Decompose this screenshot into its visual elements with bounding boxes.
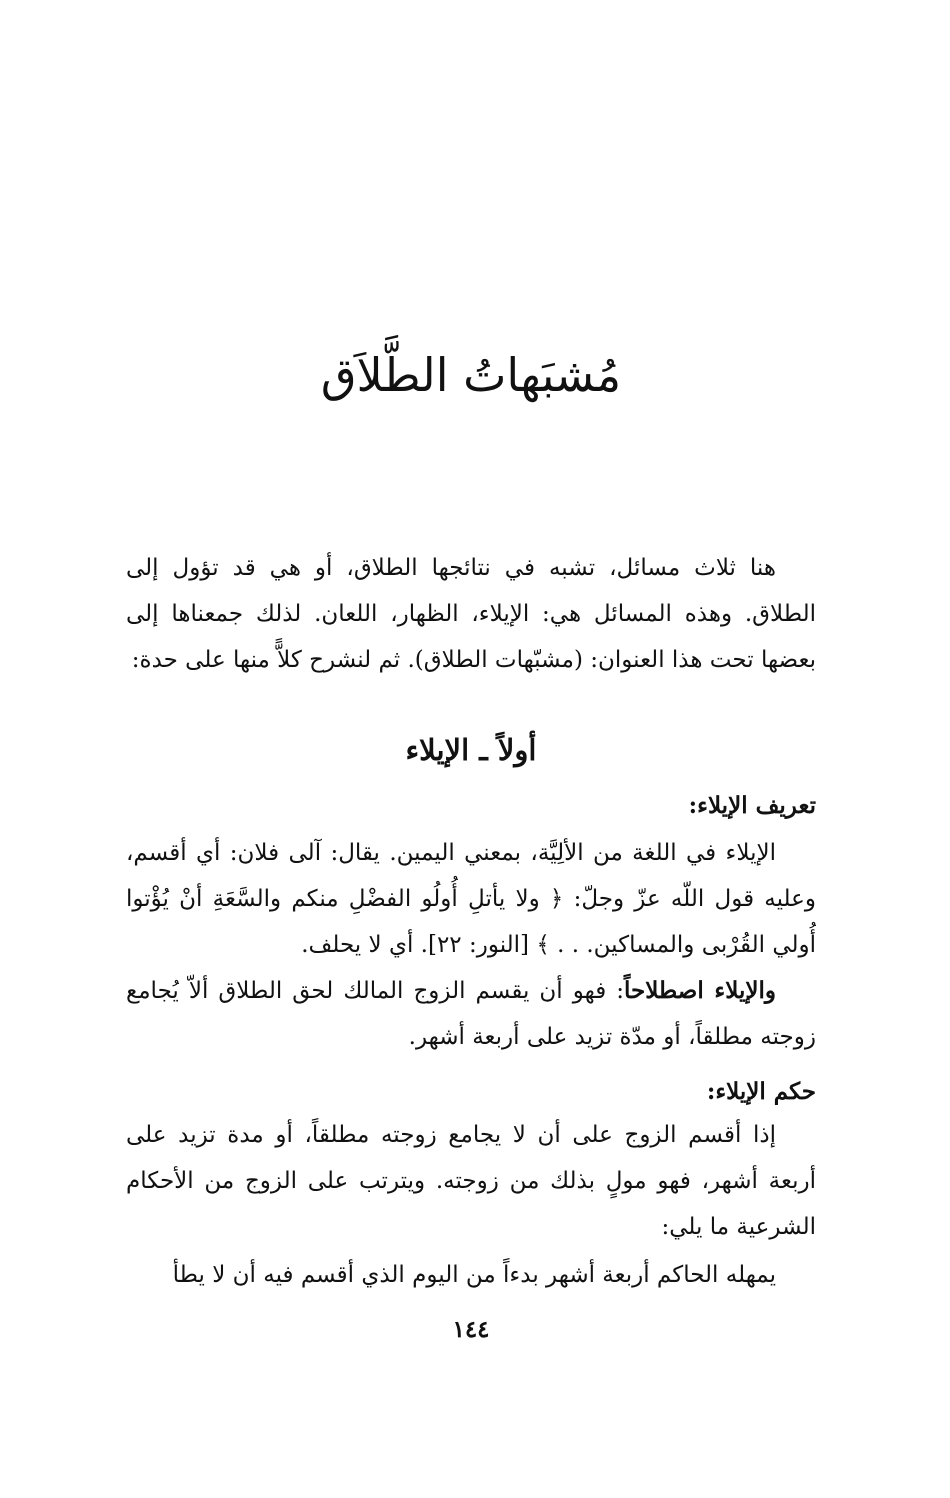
book-page (126, 0, 816, 1498)
ruling-paragraph-1: إذا أقسم الزوج على أن لا يجامع زوجته مطلقاً، أو مدة تزيد على أربعة أشهر، فهو مولٍ بذلك من زوجته. ويترتب على الزوج من الأحكام الشرعية ما يلي: (126, 1122, 816, 1240)
section-title: أولاً ـ الإيلاء (405, 733, 537, 767)
definition-term: والإيلاء اصطلاحاً (623, 977, 776, 1004)
page-number: ١٤٤ (452, 1316, 490, 1343)
ruling-heading: حكم الإيلاء: (706, 1078, 816, 1105)
intro-paragraph: هنا ثلاث مسائل، تشبه في نتائجها الطلاق، أو هي قد تؤول إلى الطلاق. وهذه المسائل هي: الإيلاء، الظهار، اللعان. لذلك جمعناها إلى بعضها تحت هذا العنوان: (مشبّهات الطلاق). ثم لنشرح كلاًّ منها على حدة: (126, 555, 816, 673)
ruling-paragraph-2: يمهله الحاكم أربعة أشهر بدءاً من اليوم الذي أقسم فيه أن لا يطأ (172, 1262, 776, 1288)
definition-paragraph-2 (126, 968, 816, 1060)
definition-paragraph-1: الإيلاء في اللغة من الألِيَّة، بمعني اليمين. يقال: آلى فلان: أي أقسم، وعليه قول اللّه عزّ وجلّ: ﴿ ولا يأتلِ أُولُو الفضْلِ منكم والسَّعَةِ أنْ يُؤْتوا أُولي القُرْبى والمساكين. . . ﴾ [النور: ٢٢]. أي لا يحلف. (126, 840, 817, 958)
definition-heading: تعريف الإيلاء: (688, 792, 816, 819)
definition-paragraph-2-text: : فهو أن يقسم الزوج المالك لحق الطلاق ألاّ يُجامع زوجته مطلقاً، أو مدّة تزيد على أربعة أشهر. (126, 978, 816, 1050)
chapter-title: مُشبَهاتُ الطَّلاَق (320, 348, 622, 402)
